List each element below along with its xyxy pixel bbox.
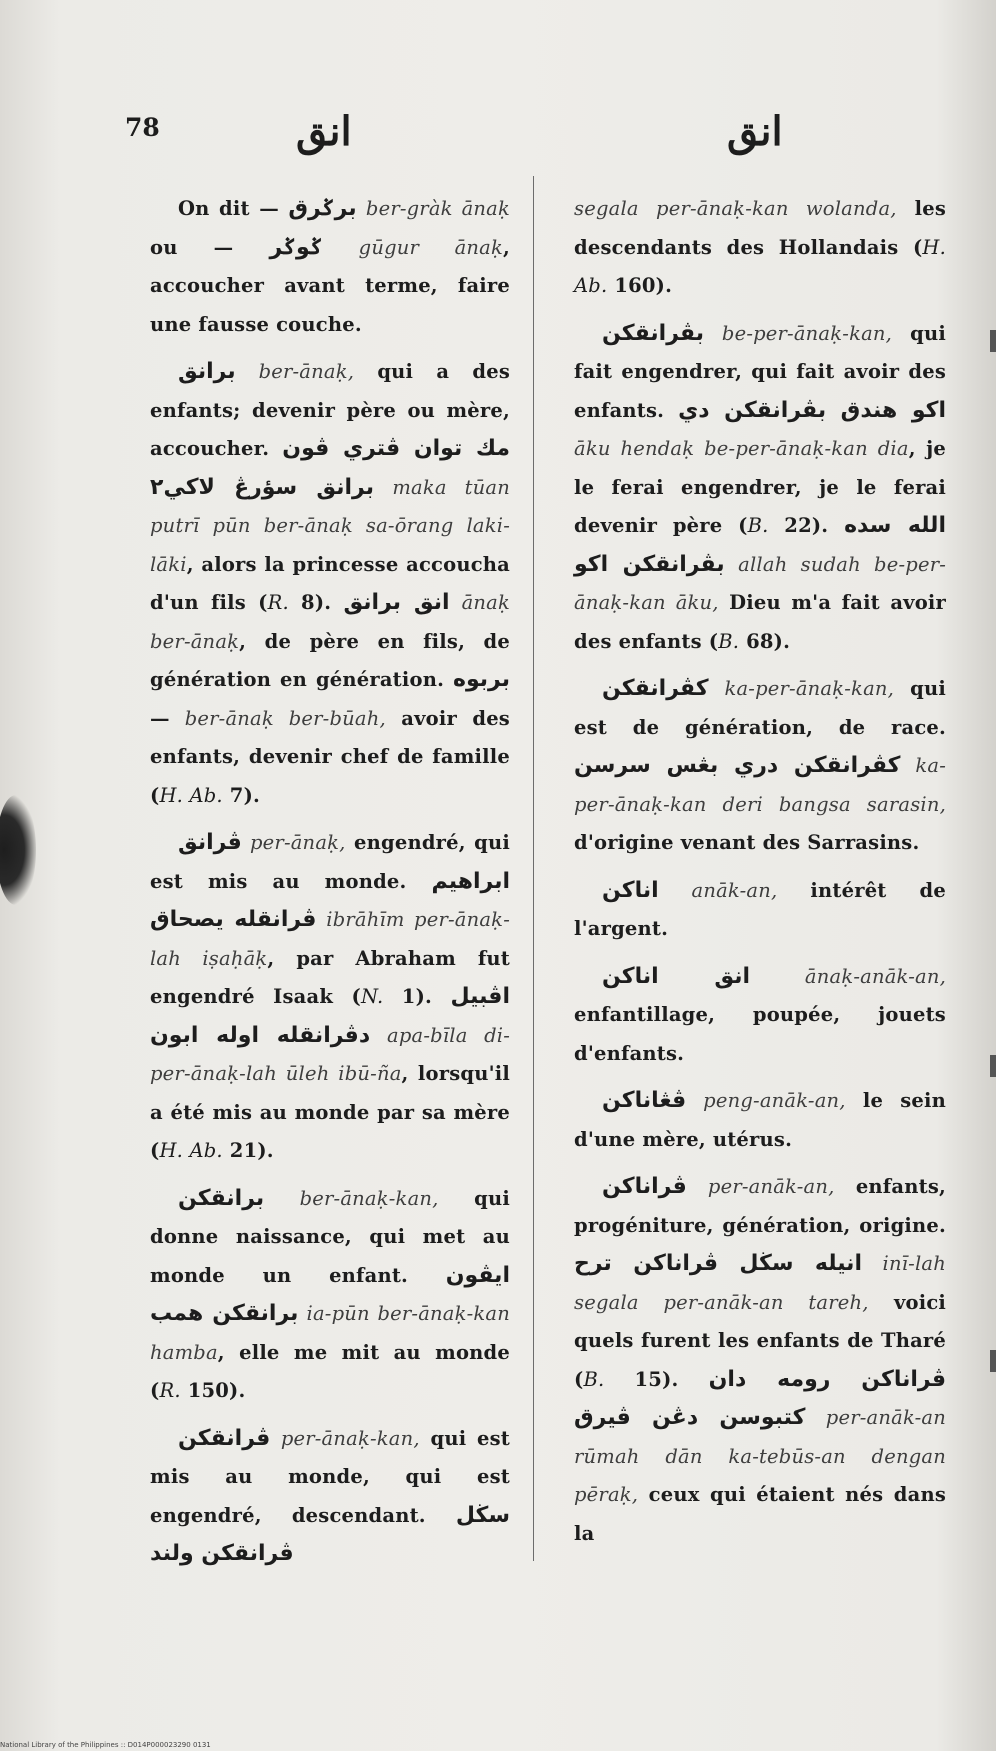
transliteration: per-ānaḳ-kan, <box>280 1426 420 1450</box>
edge-mark <box>990 1055 996 1077</box>
transliteration: ber-ānaḳ ber-būah, <box>184 706 386 730</box>
source-reference: N. <box>360 985 384 1008</box>
entry-paragraph <box>574 872 946 949</box>
source-reference: H. Ab. <box>574 235 946 297</box>
text: 150). <box>180 1379 246 1402</box>
transliteration: ānaḳ-anāk-an, <box>804 964 946 988</box>
text: , par Abraham fut engendré Isaak ( <box>150 946 510 1008</box>
source-reference: R. <box>267 591 289 614</box>
transliteration: ka-per-ānaḳ-kan deri bangsa sarasin, <box>574 754 946 816</box>
transliteration: per-anāk-an, <box>707 1175 835 1198</box>
transliteration: inī-lah segala per-anāk-an tareh, <box>574 1252 946 1314</box>
running-headword-left: انق <box>296 108 352 155</box>
text: Dieu m'a fait avoir des enfants ( <box>574 591 947 653</box>
entry-paragraph <box>574 670 946 863</box>
source-reference: B. <box>718 629 740 653</box>
running-headword-right: انق <box>727 108 783 155</box>
text: voici quels furent les enfants de Tharé ( <box>574 1290 946 1391</box>
arabic-text: برانقكن <box>178 1185 265 1211</box>
transliteration: maka tūan putrī pūn ber-ānaḳ sa-ōrang laki-lāki <box>150 475 511 576</box>
arabic-text: سڬل ڤرانقكن ولند <box>150 1502 510 1566</box>
edge-mark <box>990 1350 996 1372</box>
arabic-text: بربوه <box>453 667 510 692</box>
arabic-text: برانق <box>178 359 236 384</box>
scan-footer: National Library of the Philippines :: D014P000023290 0131 <box>0 1741 211 1749</box>
text: , elle me mit au monde ( <box>150 1340 510 1402</box>
text: les descendants des Hollandais ( <box>574 197 946 259</box>
transliteration: peng-anāk-an, <box>703 1089 846 1112</box>
text: , alors la princesse accoucha d'un fils ( <box>150 552 510 614</box>
ink-blot <box>0 795 36 905</box>
arabic-text: انق برانق <box>343 590 450 615</box>
arabic-text: ايڤون برانقكن همب <box>150 1262 510 1326</box>
text: 1). <box>383 985 451 1008</box>
text: ceux qui étaient nés dans la <box>574 1483 946 1545</box>
text: qui est de génération, de race. <box>574 677 946 739</box>
text: qui donne naissance, qui met au monde un enfant. <box>150 1186 510 1287</box>
entry-paragraph <box>150 353 510 815</box>
transliteration: ka-per-ānaḳ-kan, <box>724 677 895 700</box>
arabic-text: ابراهيم ڤرانقله يصحاق <box>150 868 510 932</box>
transliteration: ibrāhīm per-ānaḳ-lah iṣaḥāḳ <box>150 908 510 970</box>
arabic-text: اڤبيل دڤرانقله اوله ابون <box>150 984 510 1048</box>
text: 8). <box>288 591 344 614</box>
entry-paragraph <box>150 190 510 344</box>
text: le sein d'une mère, utérus. <box>574 1089 946 1151</box>
transliteration: allah sudah be-per-ānaḳ-kan āku, <box>574 552 947 614</box>
text: , de père en fils, de génération en génération. <box>150 629 510 691</box>
entry-paragraph <box>574 1168 946 1553</box>
text: d'origine venant des Sarrasins. <box>574 831 920 854</box>
source-reference: R. <box>159 1379 181 1402</box>
arabic-text: كڤرانقكن <box>602 676 709 701</box>
left-column <box>150 190 510 1583</box>
text: 15). <box>604 1367 709 1391</box>
transliteration: ber-gràk ānaḳ <box>365 197 510 220</box>
right-column <box>574 190 946 1562</box>
arabic-text: انيله سڬل ڤراناكن ترح <box>574 1251 862 1276</box>
text: On dit — <box>178 197 289 220</box>
arabic-text: ڤڠاناكن <box>602 1088 687 1113</box>
text: enfants, progéniture, génération, origine. <box>574 1175 946 1237</box>
text: avoir des enfants, devenir chef de famille ( <box>150 706 510 807</box>
transliteration: per-ānaḳ, <box>250 831 346 854</box>
text: intérêt de l'argent. <box>574 878 946 940</box>
transliteration: gūgur ānaḳ <box>358 235 503 259</box>
arabic-text: ڤرانق <box>178 830 242 855</box>
transliteration: anāk-an, <box>691 878 778 902</box>
arabic-text: ڤراناكن <box>602 1174 687 1199</box>
text: , accoucher avant terme, faire une fausse couche. <box>150 235 510 336</box>
text: , lorsqu'il a été mis au monde par sa mère ( <box>150 1062 510 1162</box>
source-reference: B. <box>583 1367 605 1391</box>
text: , je le ferai engendrer, je le ferai devenir père ( <box>574 437 946 537</box>
transliteration: ber-ānaḳ, <box>258 360 355 383</box>
text: enfantillage, poupée, jouets d'enfants. <box>574 1003 946 1065</box>
page-number: 78 <box>125 113 160 142</box>
edge-mark <box>990 330 996 352</box>
entry-paragraph <box>574 190 946 306</box>
transliteration: āku hendaḳ be-per-ānaḳ-kan dia <box>574 437 909 460</box>
transliteration: be-per-ānaḳ-kan, <box>721 321 893 345</box>
text: qui a des enfants; devenir père ou mère, accoucher. <box>150 360 510 460</box>
arabic-text: كڤرانقكن دري بڠس سرسن <box>574 753 901 778</box>
transliteration: segala per-ānaḳ-kan wolanda, <box>574 197 897 220</box>
arabic-text: ݢوݢر <box>269 234 323 260</box>
transliteration: ia-pūn ber-ānaḳ-kan hamba <box>150 1302 511 1364</box>
arabic-text: ڤراناكن رومه دان كتبوسن دڠن ڤيرق <box>574 1366 946 1430</box>
transliteration: ber-ānaḳ-kan, <box>299 1186 439 1210</box>
text: ou — <box>150 235 270 259</box>
arabic-text: اكو هندق بڤرانقكن دي <box>678 397 946 423</box>
transliteration: apa-bīla di-per-ānaḳ-lah ūleh ibū-ña <box>150 1023 510 1085</box>
entry-paragraph <box>150 1180 510 1411</box>
text: qui fait engendrer, qui fait avoir des enfants. <box>574 321 946 422</box>
entry-paragraph <box>574 1082 946 1159</box>
text: — <box>150 706 185 730</box>
transliteration: ānaḳ ber-ānaḳ <box>150 591 510 653</box>
text: engendré, qui est mis au monde. <box>150 831 510 893</box>
transliteration: per-anāk-an rūmah dān ka-tebūs-an dengan pēraḳ, <box>574 1406 946 1506</box>
entry-paragraph <box>574 315 946 662</box>
text: 22). <box>768 514 845 537</box>
source-reference: H. Ab. <box>159 1139 223 1162</box>
arabic-text: بڤرانقكن <box>602 320 705 346</box>
text: 21). <box>222 1139 274 1162</box>
source-reference: B. <box>747 514 769 537</box>
source-reference: H. Ab. <box>159 783 223 807</box>
text: 68). <box>739 629 791 653</box>
text: 7). <box>222 783 260 807</box>
entry-paragraph <box>150 824 510 1171</box>
column-divider <box>533 176 534 1561</box>
text: qui est mis au monde, qui est engendré, descendant. <box>150 1426 510 1527</box>
entry-paragraph <box>150 1420 510 1574</box>
arabic-text: اناكن <box>602 877 659 903</box>
arabic-text: مك توان ڤتري ڤون برانق سؤرڠ لاكي٢ <box>150 436 510 500</box>
arabic-text: برݢرق <box>288 196 357 221</box>
text: 160). <box>607 274 673 297</box>
arabic-text: انق اناكن <box>602 963 751 989</box>
entry-paragraph <box>574 958 946 1074</box>
arabic-text: ڤرانقكن <box>178 1425 271 1451</box>
arabic-text: الله سده بڤرانقكن اكو <box>574 513 946 577</box>
